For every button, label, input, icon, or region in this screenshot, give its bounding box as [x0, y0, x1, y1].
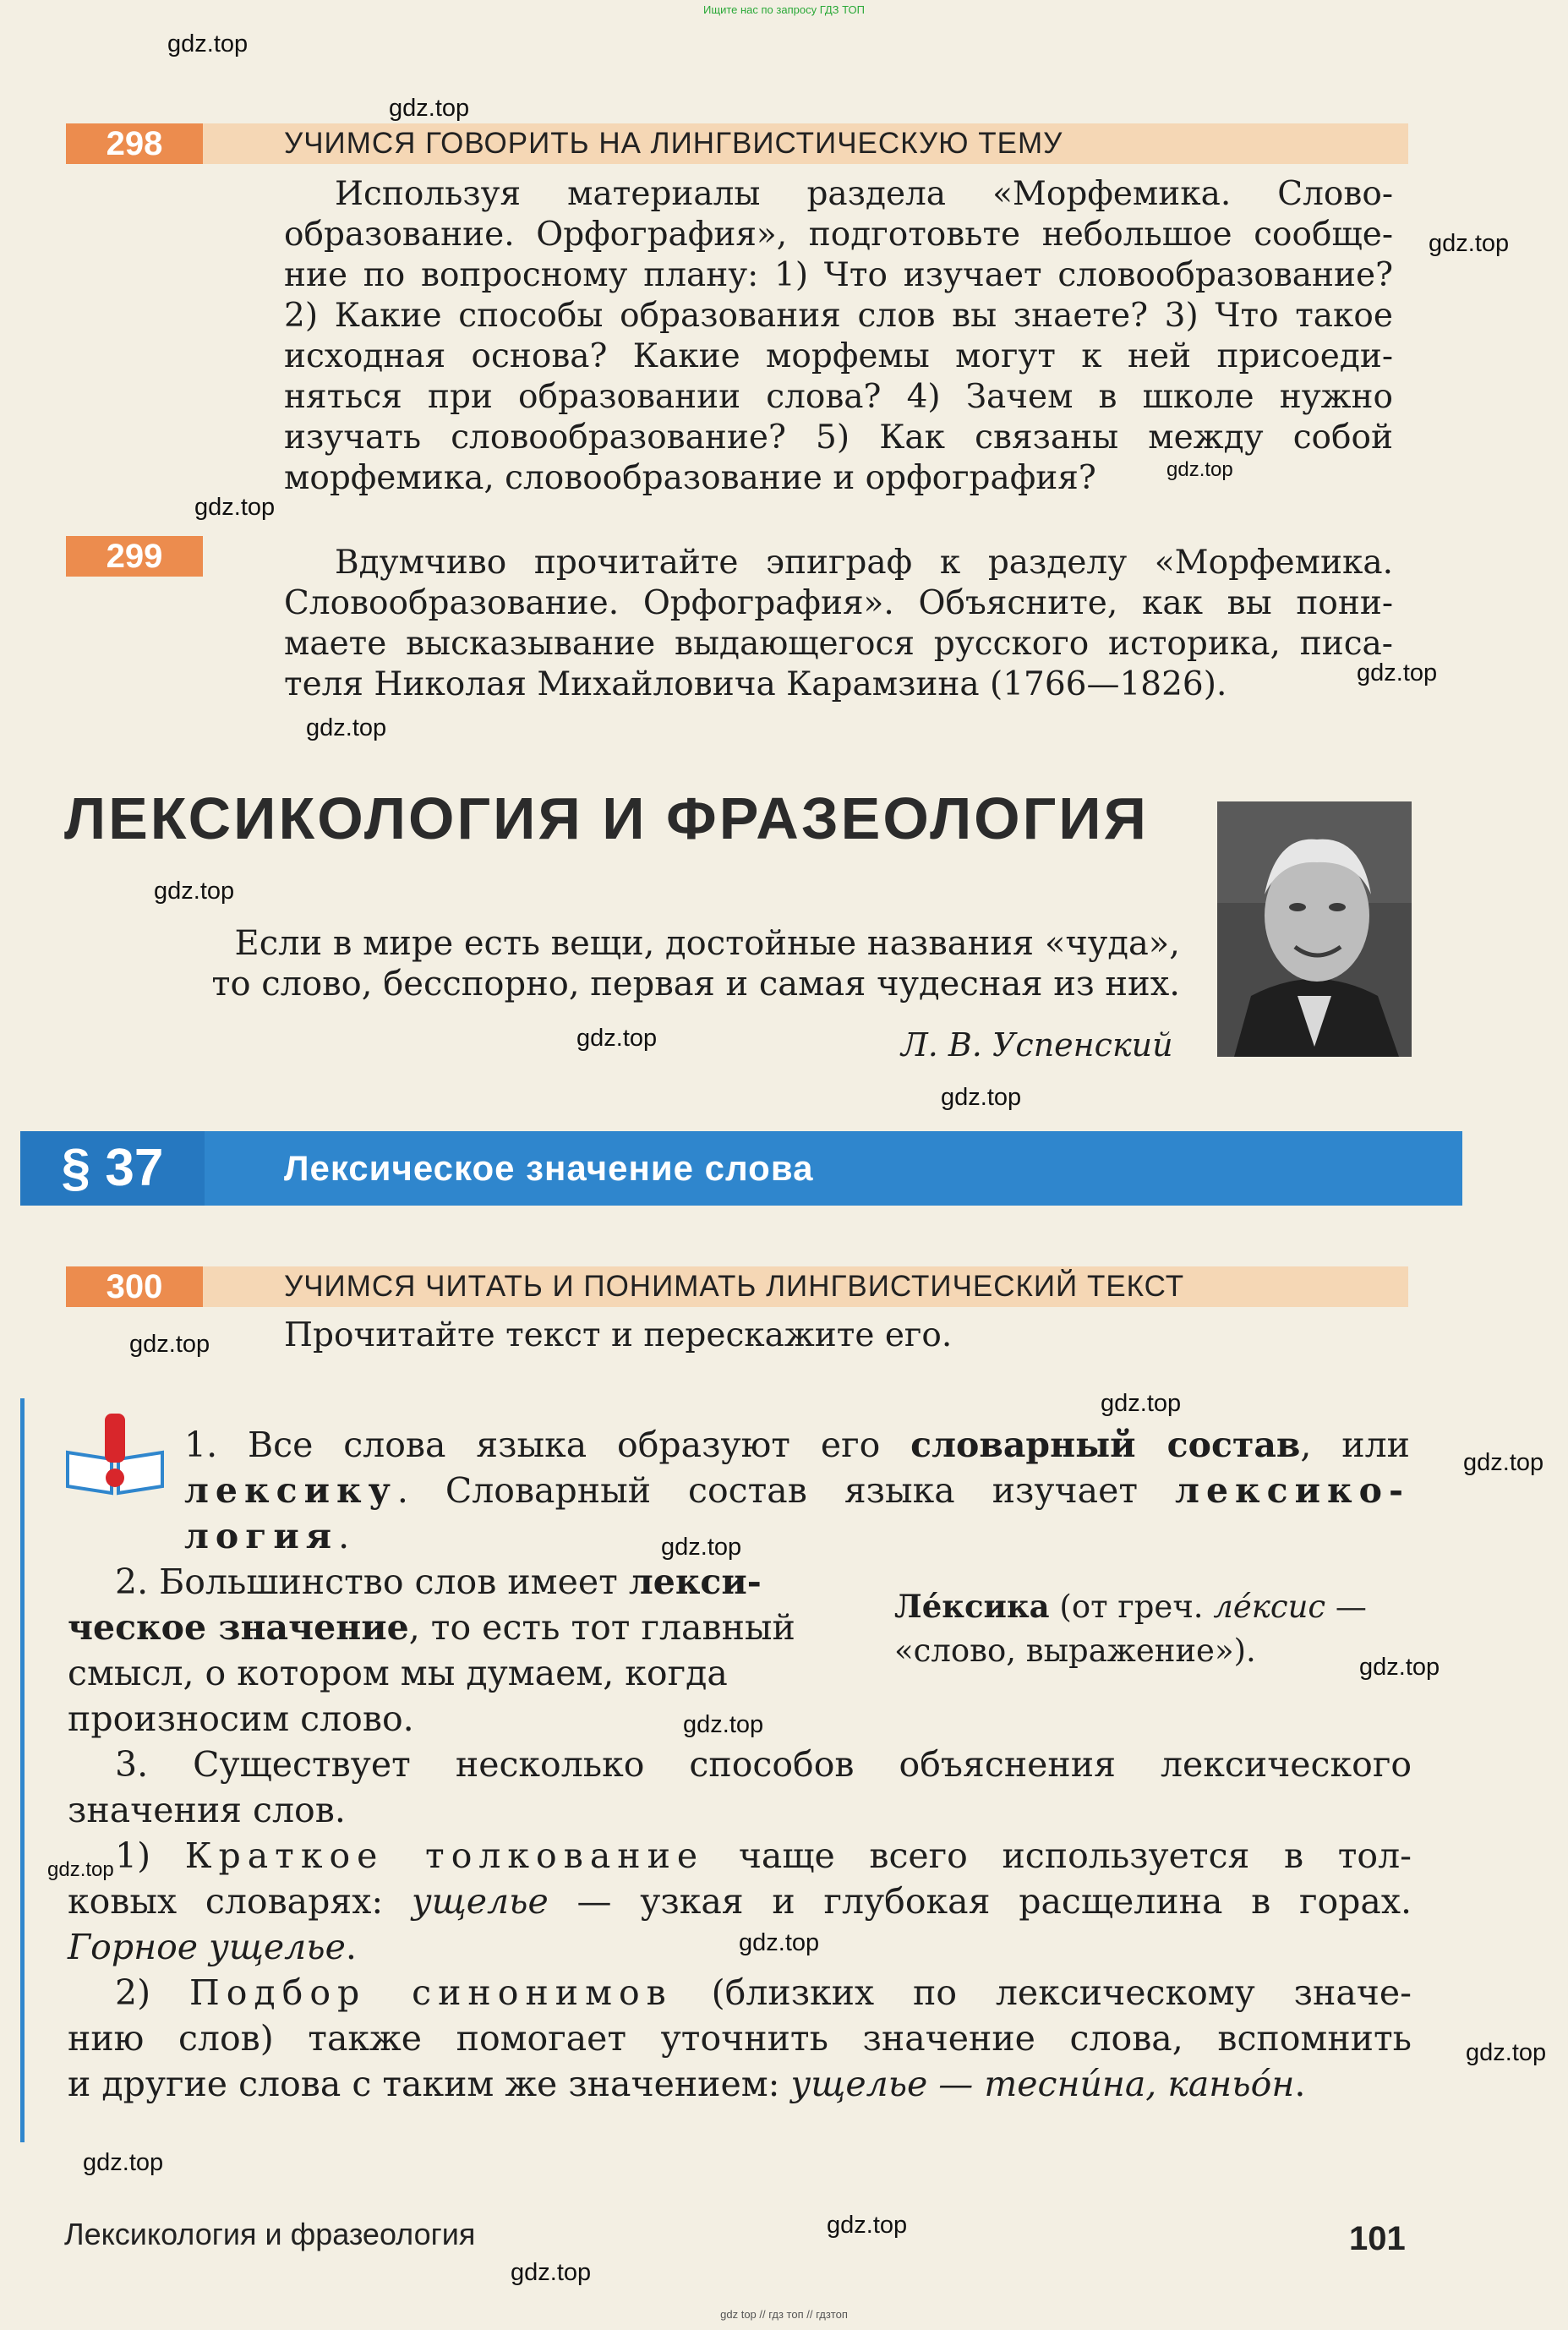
exclamation-book-icon	[64, 1412, 166, 1496]
text-line: няться при образовании слова? 4) Зачем в школе нужно	[284, 378, 1393, 416]
watermark: gdz.top	[511, 2259, 592, 2286]
watermark: gdz.top	[1429, 230, 1510, 257]
watermark: gdz.top	[194, 494, 276, 521]
rule-line	[68, 1970, 1412, 2016]
text-line: Используя материалы раздела «Морфемика. Слово-	[335, 175, 1393, 213]
watermark: gdz.top	[739, 1929, 820, 1956]
text-line: 2) Какие способы образования слов вы знаете? 3) Что такое	[284, 297, 1393, 335]
watermark: gdz.top	[576, 1025, 658, 1052]
term-leksika: лексику	[184, 1470, 397, 1511]
epigraph-author: Л. В. Успенский	[901, 1026, 1173, 1064]
footer-section-label: Лексикология и фразеология	[64, 2217, 476, 2251]
portrait-photo	[1217, 801, 1412, 1057]
rule-line: значения слов.	[68, 1790, 346, 1830]
section-title: ЛЕКСИКОЛОГИЯ И ФРАЗЕОЛОГИЯ	[64, 785, 1149, 851]
task-heading: УЧИМСЯ ГОВОРИТЬ НА ЛИНГВИСТИЧЕСКУЮ ТЕМУ	[284, 127, 1063, 160]
note-text: —	[1325, 1589, 1367, 1625]
example-phrase: Горное ущелье	[68, 1927, 346, 1967]
watermark: gdz.top	[941, 1084, 1022, 1111]
rule-line: смысл, о котором мы думаем, когда	[68, 1653, 728, 1693]
term-znachenie: ческое значение	[68, 1607, 409, 1648]
rule-text: и другие слова с таким же значением:	[68, 2064, 791, 2104]
task-number-298: 298	[66, 123, 203, 164]
example-word: ущелье	[411, 1881, 549, 1922]
watermark: gdz.top	[389, 95, 470, 122]
portrait-image	[1217, 801, 1412, 1057]
text-line: изучать словообразование? 5) Как связаны между собой	[284, 418, 1393, 457]
task-heading-bar	[203, 1266, 1408, 1307]
rule-line: нию слов) также помогает уточнить значение слова, вспомнить	[68, 2018, 1412, 2059]
watermark: gdz.top	[1463, 1449, 1544, 1476]
paragraph-title: Лексическое значение слова	[284, 1148, 814, 1188]
text-line: Словообразование. Орфография». Объясните, как вы пони-	[284, 584, 1393, 622]
rule-text: , или	[1300, 1425, 1411, 1465]
watermark: gdz.top	[1357, 659, 1438, 686]
rule-text: 1)	[115, 1835, 185, 1876]
task-number-300: 300	[66, 1266, 203, 1307]
rule-line	[68, 1833, 1412, 1879]
watermark: gdz.top	[827, 2212, 908, 2239]
page-number: 101	[1349, 2220, 1406, 2257]
top-banner: Ищите нас по запросу ГДЗ ТОП	[703, 3, 865, 16]
rule-text: 2. Большинство слов имеет	[115, 1562, 629, 1602]
paragraph-number: § 37	[20, 1131, 205, 1206]
rule-text: , то есть тот главный	[408, 1607, 795, 1648]
note-greek: ле́ксис	[1213, 1589, 1326, 1625]
rule-text: ковых словарях:	[68, 1881, 412, 1922]
rule-line	[184, 1513, 1410, 1559]
rule-paragraph-2	[68, 1559, 833, 1742]
task-heading: УЧИМСЯ ЧИТАТЬ И ПОНИМАТЬ ЛИНГВИСТИЧЕСКИЙ ТЕКСТ	[284, 1270, 1185, 1303]
text-line: маете высказывание выдающегося русского историка, писа-	[284, 625, 1393, 663]
watermark: gdz.top	[661, 1534, 742, 1561]
rule-text: 1. Все слова языка образуют его	[184, 1425, 911, 1465]
text-line: ние по вопросному плану: 1) Что изучает словообразование?	[284, 256, 1393, 294]
rule-line: произносим слово.	[68, 1698, 414, 1739]
task-300-instruction: Прочитайте текст и перескажите его.	[284, 1316, 953, 1354]
rule-line	[184, 1422, 1410, 1468]
text-line: исходная основа? Какие морфемы могут к ней присоеди-	[284, 337, 1393, 375]
watermark: gdz.top	[1466, 2039, 1547, 2066]
rule-line	[68, 1605, 833, 1650]
example-synonyms: ущелье — тесни́на, каньо́н	[790, 2064, 1295, 2104]
rule-text: . Словарный состав языка изучает	[396, 1470, 1176, 1511]
watermark: gdz.top	[1359, 1654, 1440, 1681]
rule-line	[68, 1559, 833, 1605]
text-line: образование. Орфография», подготовьте небольшое сообще-	[284, 216, 1393, 254]
watermark: gdz.top	[167, 30, 249, 57]
rule-text: .	[345, 1927, 357, 1967]
term-leksicheskoe: лекси-	[628, 1562, 762, 1602]
task-number-299: 299	[66, 536, 203, 577]
rule-paragraph-1	[184, 1422, 1410, 1559]
bottom-banner: gdz top // гдз топ // гдзтоп	[720, 2308, 848, 2321]
rule-line	[184, 1468, 1410, 1513]
term-kratkoe-tolkovanie: Краткое толкование	[184, 1835, 705, 1876]
watermark: gdz.top	[683, 1711, 764, 1738]
rule-line	[68, 1879, 1412, 1924]
note-text: (от греч.	[1049, 1589, 1214, 1625]
epigraph-line: то слово, бесспорно, первая и самая чудесная из них.	[211, 965, 1180, 1004]
term-podbor-sinonimov: Подбор синонимов	[188, 1972, 673, 2013]
text-line: теля Николая Михайловича Карамзина (1766—1826).	[284, 665, 1227, 703]
watermark: gdz.top	[154, 878, 235, 905]
rule-paragraph-3	[68, 1742, 1412, 2107]
term-leksikologiya-end: логия	[184, 1516, 339, 1556]
task-299-text	[284, 543, 1393, 705]
paragraph-header	[20, 1131, 1462, 1206]
side-note	[894, 1584, 1367, 1673]
watermark: gdz.top	[1101, 1390, 1182, 1417]
rule-line	[68, 1924, 1412, 1970]
term-leksikologiya: лексико-	[1175, 1470, 1410, 1511]
exclamation-icon	[64, 1412, 166, 1496]
note-term: Ле́ксика	[894, 1588, 1050, 1625]
rule-text: .	[338, 1516, 350, 1556]
watermark: gdz.top	[129, 1331, 210, 1358]
watermark: gdz.top	[47, 1858, 114, 1881]
task-heading-bar	[203, 123, 1408, 164]
rule-text: 2)	[115, 1972, 189, 2013]
watermark: gdz.top	[306, 714, 387, 741]
watermark: gdz.top	[1166, 458, 1233, 481]
rule-text: .	[1294, 2064, 1306, 2104]
watermark: gdz.top	[83, 2149, 164, 2176]
rule-line	[68, 2061, 1412, 2107]
text-line: Вдумчиво прочитайте эпиграф к разделу «Морфемика.	[335, 544, 1393, 582]
rule-text: (близких по лексическому значе-	[672, 1972, 1412, 2013]
rule-text: чаще всего используется в тол-	[704, 1835, 1412, 1876]
note-line	[894, 1584, 1367, 1629]
rule-text: — узкая и глубокая расщелина в горах.	[548, 1881, 1412, 1922]
note-line: «слово, выражение»).	[894, 1633, 1256, 1669]
task-298-text	[284, 174, 1393, 499]
epigraph-line: Если в мире есть вещи, достойные названия «чуда»,	[234, 924, 1180, 963]
epigraph	[169, 923, 1180, 1004]
term-slovarny-sostav: словарный состав	[910, 1425, 1301, 1465]
text-line: морфемика, словообразование и орфография?	[284, 459, 1096, 497]
rule-line: 3. Существует несколько способов объяснения лексического	[115, 1744, 1412, 1785]
